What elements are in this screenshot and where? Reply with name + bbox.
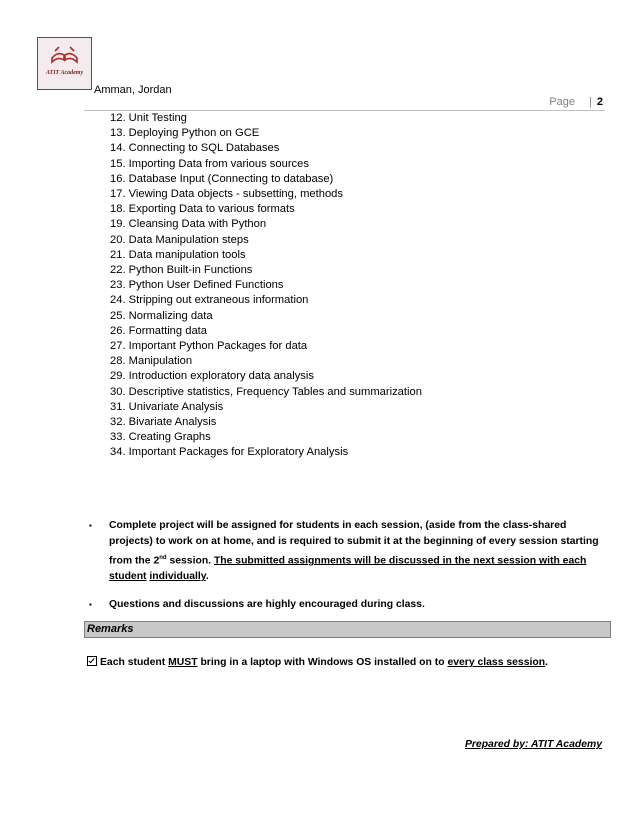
policy-emphasis: individually (149, 571, 206, 583)
policy-item-questions (85, 597, 605, 613)
topic-item: 12. Unit Testing (110, 112, 187, 124)
topic-item: 29. Introduction exploratory data analysis (110, 370, 314, 383)
topic-item: 14. Connecting to SQL Databases (110, 142, 280, 155)
topic-item: 28. Manipulation (110, 355, 193, 368)
topic-item: 15. Importing Data from various sources (110, 157, 309, 170)
header-location: Amman, Jordan (94, 84, 172, 96)
policy-text: session. (166, 555, 214, 567)
bullet-marker: ▪ (89, 521, 92, 530)
policy-text: Complete project will be assigned for students in each session, (aside from the class-shared projects) to work on at home, and is required to submit it at the beginning of every session starting from the 2 (109, 520, 599, 567)
topic-item: 32. Bivariate Analysis (110, 416, 217, 429)
remark-laptop (87, 656, 548, 668)
topic-item: 20. Data Manipulation steps (110, 233, 249, 246)
page-number-value: 2 (596, 96, 603, 108)
topic-item: 25. Normalizing data (110, 309, 213, 322)
remark-emphasis: every class session (447, 657, 546, 668)
policy-item-projects (85, 518, 605, 585)
topic-item: 17. Viewing Data objects - subsetting, methods (110, 188, 343, 201)
ordinal-suffix: nd (159, 555, 167, 561)
remark-emphasis: MUST (168, 657, 198, 668)
checkbox-icon (87, 656, 97, 666)
topic-item: 34. Important Packages for Exploratory Analysis (110, 446, 349, 459)
logo-text: ATIT Academy (45, 70, 84, 76)
topic-item: 26. Formatting data (110, 324, 208, 337)
page-label: Page (549, 96, 575, 108)
bullet-marker: ▪ (89, 600, 92, 610)
topic-item: 21. Data manipulation tools (110, 248, 246, 261)
topic-item: 22. Python Built-in Functions (110, 264, 253, 277)
remarks-title: Remarks (87, 623, 134, 635)
policy-text: Questions and discussions are highly encouraged during class. (109, 599, 425, 611)
topic-item: 33. Creating Graphs (110, 431, 211, 444)
page-separator: | (588, 96, 592, 108)
topic-list (110, 111, 422, 461)
topic-item: 31. Univariate Analysis (110, 400, 224, 413)
policy-emphasis: The submitted assignments will be discussed in the next session with each student (109, 555, 587, 583)
prepared-by: Prepared by: ATIT Academy (464, 739, 602, 750)
page-number (549, 96, 603, 108)
topic-item: 13. Deploying Python on GCE (110, 127, 260, 140)
topic-item: 30. Descriptive statistics, Frequency Tables and summarization (110, 385, 422, 398)
policy-list (85, 518, 605, 625)
topic-item: 19. Cleansing Data with Python (110, 218, 267, 231)
academy-logo (37, 37, 92, 90)
topic-item: 18. Exporting Data to various formats (110, 203, 295, 216)
topic-item: 23. Python User Defined Functions (110, 279, 284, 292)
remarks-header (84, 621, 611, 638)
topic-item: 27. Important Python Packages for data (110, 340, 308, 353)
policy-text: . (205, 571, 209, 583)
open-book-icon (38, 38, 91, 68)
remark-text: Each student (100, 657, 169, 668)
remark-text: bring in a laptop with Windows OS installed on to (197, 657, 448, 668)
topic-item: 24. Stripping out extraneous information (110, 294, 309, 307)
topic-item: 16. Database Input (Connecting to database) (110, 172, 334, 185)
remark-text: . (545, 657, 548, 668)
